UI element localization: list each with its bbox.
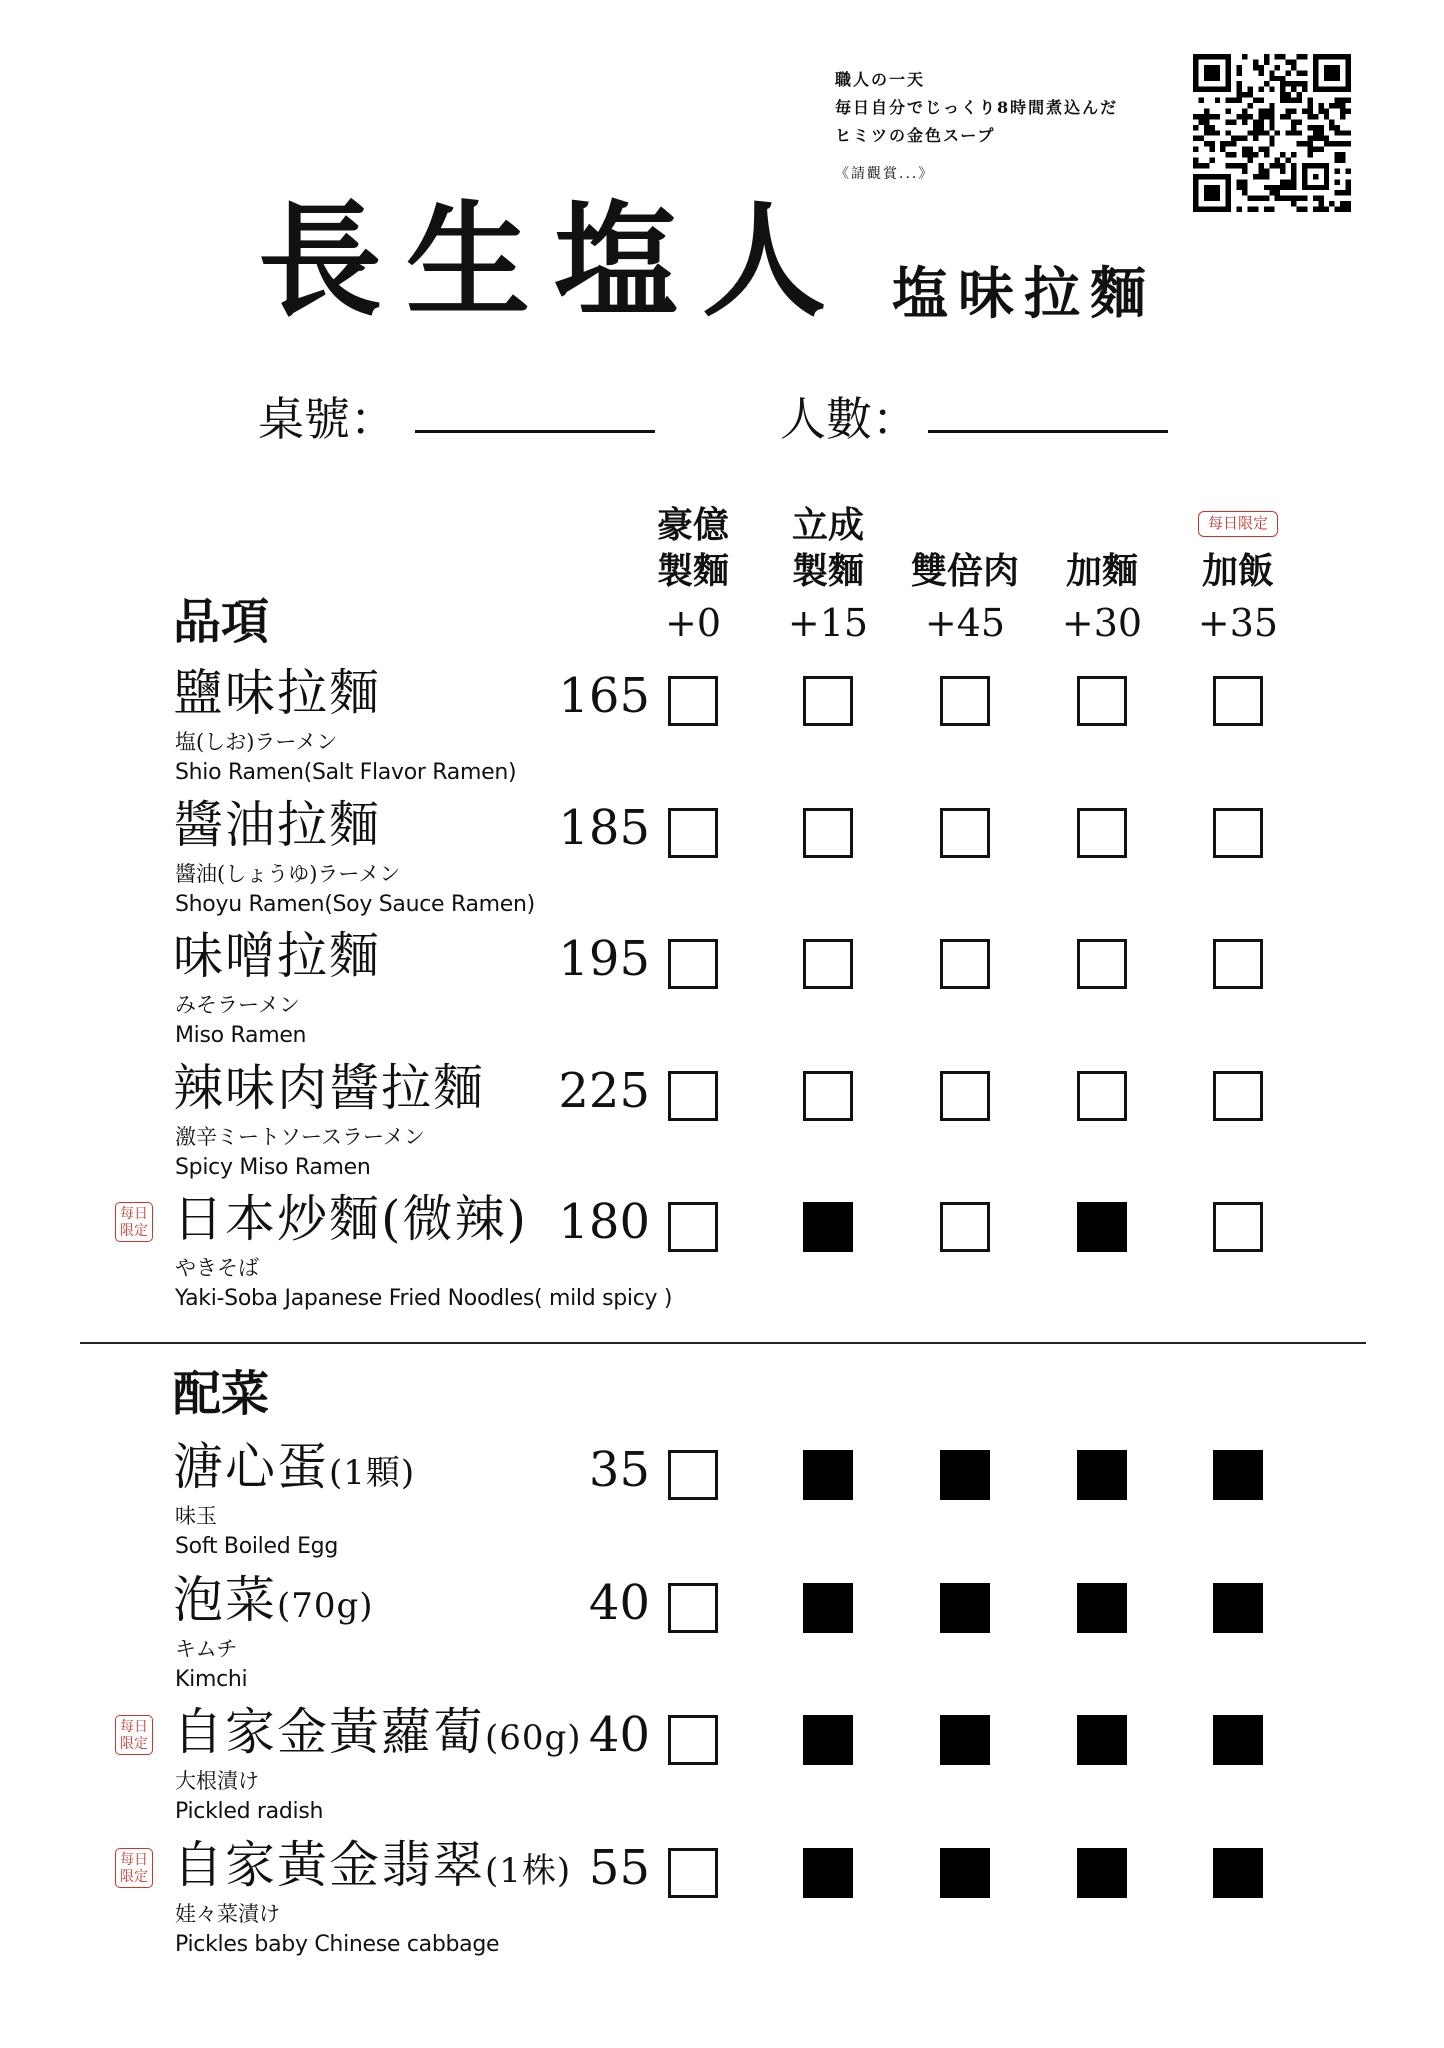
unavailable-option-block — [940, 1715, 990, 1765]
item-price: 225 — [558, 1062, 650, 1119]
order-checkbox[interactable] — [803, 939, 853, 989]
item-japanese-name: 娃々菜漬け — [175, 1901, 280, 1926]
option-column-line1 — [905, 502, 1025, 548]
unavailable-option-block — [1213, 1715, 1263, 1765]
unavailable-option-block — [803, 1583, 853, 1633]
unavailable-option-block — [940, 1848, 990, 1898]
order-checkbox[interactable] — [803, 1071, 853, 1121]
side-dish-row — [0, 1438, 1444, 1572]
option-column-2 — [768, 502, 888, 594]
tagline-line-3: ヒミツの金色スープ — [835, 126, 996, 145]
item-price: 55 — [588, 1839, 650, 1896]
item-name-portion: (60g) — [485, 1718, 582, 1758]
order-checkbox[interactable] — [668, 1071, 718, 1121]
item-japanese-name: 塩(しお)ラーメン — [175, 730, 338, 754]
daily-limited-stamp — [115, 1715, 153, 1755]
item-name — [173, 795, 381, 854]
option-column-line2: 加麵 — [1065, 550, 1138, 592]
daily-limited-stamp-text: 每日 — [120, 1206, 148, 1222]
daily-limited-stamp: 每日限定 — [1198, 511, 1278, 537]
option-column-price: +15 — [787, 601, 869, 645]
order-checkbox[interactable] — [668, 1202, 718, 1252]
unavailable-option-block — [1213, 1450, 1263, 1500]
order-checkbox[interactable] — [668, 1848, 718, 1898]
option-column-line1 — [1042, 502, 1162, 548]
menu-item-row — [0, 1190, 1444, 1324]
item-name-main: 日本炒麵(微辣) — [173, 1190, 529, 1248]
daily-limited-stamp — [115, 1202, 153, 1242]
order-checkbox[interactable] — [668, 676, 718, 726]
watch-label: 《請觀賞...》 — [835, 166, 935, 182]
unavailable-option-block — [940, 1450, 990, 1500]
menu-item-row — [0, 664, 1444, 798]
item-english-name: Soft Boiled Egg — [175, 1534, 339, 1559]
qr-code-icon[interactable] — [1193, 54, 1351, 212]
item-name — [173, 927, 381, 985]
item-japanese-name: 大根漬け — [175, 1769, 259, 1793]
daily-limited-stamp-text: 限定 — [120, 1223, 148, 1239]
item-name — [173, 1703, 582, 1761]
item-japanese-name: やきそば — [175, 1256, 259, 1280]
unavailable-option-block — [803, 1202, 853, 1252]
item-name — [173, 1438, 416, 1496]
option-column-4 — [1042, 502, 1162, 594]
item-price: 195 — [558, 931, 650, 987]
order-checkbox[interactable] — [940, 808, 990, 858]
people-count-blank[interactable] — [928, 430, 1168, 433]
unavailable-option-block — [1077, 1715, 1127, 1765]
menu-item-row — [0, 927, 1444, 1061]
order-checkbox[interactable] — [1077, 676, 1127, 726]
side-dish-row — [0, 1835, 1444, 1970]
order-checkbox[interactable] — [668, 1715, 718, 1765]
order-checkbox[interactable] — [940, 1071, 990, 1121]
order-checkbox[interactable] — [1213, 1071, 1263, 1121]
option-column-line1: 豪億 — [656, 504, 729, 546]
option-column-1 — [633, 502, 753, 594]
menu-item-row — [0, 795, 1444, 930]
item-english-name: Yaki-Soba Japanese Fried Noodles( mild spicy ) — [175, 1286, 673, 1311]
item-japanese-name: 激辛ミートソースラーメン — [175, 1124, 425, 1149]
order-checkbox[interactable] — [1077, 1071, 1127, 1121]
item-name — [173, 1190, 529, 1248]
item-price: 180 — [558, 1194, 650, 1250]
unavailable-option-block — [1213, 1583, 1263, 1633]
unavailable-option-block — [1077, 1848, 1127, 1898]
side-dish-row — [0, 1703, 1444, 1837]
order-checkbox[interactable] — [668, 1583, 718, 1633]
item-english-name: Shoyu Ramen(Soy Sauce Ramen) — [175, 891, 535, 917]
tagline — [835, 66, 1195, 188]
sides-section-title: 配菜 — [173, 1366, 270, 1422]
daily-limited-stamp-text: 每日 — [120, 1719, 148, 1735]
tagline-line-2: 毎日自分でじっくり8時間煮込んだ — [835, 98, 1119, 117]
item-name — [173, 1570, 374, 1629]
item-english-name: Kimchi — [175, 1666, 248, 1692]
item-japanese-name: 醬油(しょうゆ)ラーメン — [175, 861, 401, 886]
item-name — [173, 664, 381, 722]
unavailable-option-block — [1213, 1848, 1263, 1898]
order-checkbox[interactable] — [940, 939, 990, 989]
unavailable-option-block — [803, 1450, 853, 1500]
item-price: 40 — [588, 1707, 650, 1763]
item-name-main: 泡菜 — [173, 1570, 277, 1629]
item-name — [173, 1058, 485, 1117]
order-checkbox[interactable] — [803, 808, 853, 858]
item-name-main: 溏心蛋 — [173, 1438, 329, 1496]
item-name-main: 醬油拉麵 — [173, 795, 381, 854]
order-checkbox[interactable] — [1077, 808, 1127, 858]
option-column-price: +0 — [664, 601, 722, 645]
item-name-main: 味噌拉麵 — [173, 927, 381, 985]
table-number-label: 桌號： — [258, 392, 396, 446]
item-english-name: Pickled radish — [175, 1799, 324, 1824]
option-column-line2: 雙倍肉 — [910, 550, 1019, 592]
order-checkbox[interactable] — [940, 1202, 990, 1252]
item-price: 165 — [558, 668, 650, 724]
table-number-blank[interactable] — [415, 430, 655, 433]
tagline-line-1: 職人の一天 — [835, 70, 926, 89]
order-checkbox[interactable] — [1213, 939, 1263, 989]
item-price: 40 — [588, 1574, 650, 1631]
option-column-line2: 製麵 — [656, 550, 729, 592]
option-column-line2: 加飯 — [1201, 550, 1274, 592]
order-checkbox[interactable] — [1213, 676, 1263, 726]
item-english-name: Miso Ramen — [175, 1023, 307, 1048]
item-name-portion: (70g) — [277, 1585, 374, 1626]
item-name-main: 自家黃金翡翠 — [173, 1835, 485, 1894]
option-column-price: +45 — [924, 601, 1006, 645]
item-price: 185 — [558, 799, 650, 856]
item-japanese-name: みそラーメン — [175, 993, 300, 1017]
unavailable-option-block — [803, 1848, 853, 1898]
option-column-line2: 製麵 — [791, 550, 864, 592]
option-column-price: +35 — [1197, 601, 1279, 645]
order-checkbox[interactable] — [1077, 939, 1127, 989]
unavailable-option-block — [1077, 1202, 1127, 1252]
unavailable-option-block — [1077, 1583, 1127, 1633]
order-checkbox[interactable] — [1213, 1202, 1263, 1252]
unavailable-option-block — [1077, 1450, 1127, 1500]
option-column-3 — [905, 502, 1025, 594]
item-name-main: 辣味肉醬拉麵 — [173, 1058, 485, 1117]
order-checkbox[interactable] — [668, 939, 718, 989]
item-english-name: Pickles baby Chinese cabbage — [175, 1931, 500, 1957]
item-name-main: 自家金黃蘿蔔 — [173, 1703, 485, 1761]
item-price: 35 — [588, 1442, 650, 1498]
item-japanese-name: 味玉 — [175, 1504, 217, 1528]
restaurant-subtitle: 塩味拉麵 — [892, 261, 1156, 327]
side-dish-row — [0, 1570, 1444, 1705]
daily-limited-stamp — [115, 1848, 153, 1888]
item-name — [173, 1835, 572, 1894]
items-section-title: 品項 — [173, 594, 270, 650]
option-column-price: +30 — [1061, 601, 1143, 645]
unavailable-option-block — [803, 1715, 853, 1765]
item-english-name: Spicy Miso Ramen — [175, 1154, 371, 1180]
order-checkbox[interactable] — [803, 676, 853, 726]
section-divider — [80, 1342, 1366, 1344]
order-checkbox[interactable] — [1213, 808, 1263, 858]
order-checkbox[interactable] — [940, 676, 990, 726]
item-english-name: Shio Ramen(Salt Flavor Ramen) — [175, 760, 517, 785]
option-column-line1: 立成 — [791, 504, 864, 546]
item-name-portion: (1顆) — [329, 1453, 416, 1493]
item-name-portion: (1株) — [485, 1850, 572, 1891]
order-checkbox[interactable] — [668, 1450, 718, 1500]
unavailable-option-block — [940, 1583, 990, 1633]
item-japanese-name: キムチ — [175, 1636, 238, 1661]
restaurant-title: 長生塩人 — [258, 189, 851, 334]
daily-limited-stamp-text: 限定 — [120, 1868, 148, 1885]
daily-limited-stamp-text: 每日 — [120, 1851, 148, 1868]
daily-limited-stamp-text: 限定 — [120, 1736, 148, 1752]
order-checkbox[interactable] — [668, 808, 718, 858]
people-count-label: 人數： — [780, 392, 918, 446]
item-name-main: 鹽味拉麵 — [173, 664, 381, 722]
menu-item-row — [0, 1058, 1444, 1193]
